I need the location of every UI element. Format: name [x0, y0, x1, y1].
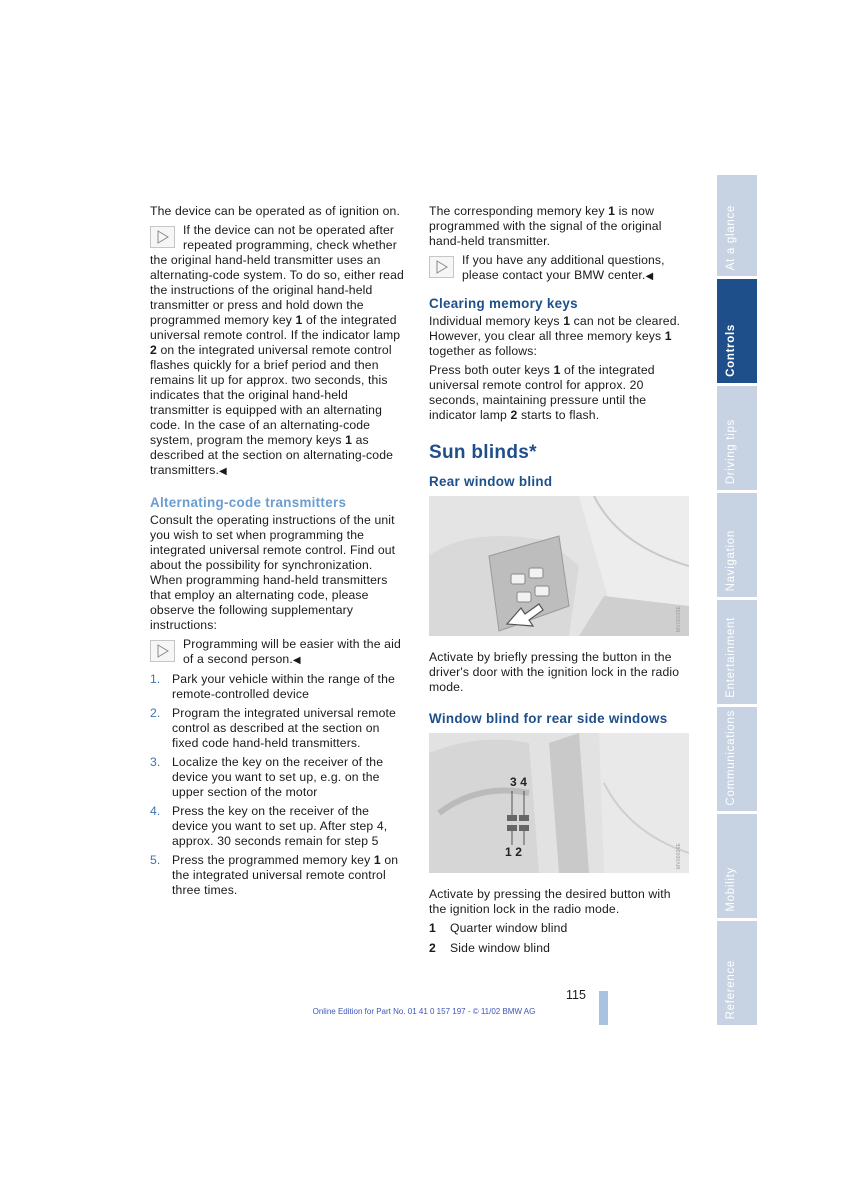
note-triangle-icon [150, 226, 175, 248]
tab-driving-tips[interactable] [717, 386, 757, 490]
tab-label: Controls [725, 324, 737, 377]
heading-rear-window-blind: Rear window blind [429, 474, 553, 489]
end-mark-icon: ◀ [645, 271, 654, 282]
step-text: Press the key on the receiver of the device you want to set up. After step 4, approx. 30 seconds remain for step 5 [172, 804, 388, 848]
tab-communications[interactable] [717, 707, 757, 811]
tab-label: Communications [725, 709, 737, 805]
key-number: 1 [553, 363, 561, 377]
callout-label-top: 3 4 [510, 775, 528, 789]
key-number: 2 [150, 343, 157, 357]
note-text: If you have any additional questions, please contact your BMW center. [462, 253, 665, 282]
tab-label: Entertainment [725, 617, 737, 698]
item-number: 2 [429, 941, 436, 955]
key-number: 1 [373, 853, 381, 867]
list-item [150, 755, 408, 800]
note-text: Programming will be easier with the aid of a second person. [183, 637, 401, 666]
key-number: 1 [608, 204, 616, 218]
step-number: 4. [150, 804, 161, 818]
end-mark-icon: ◀ [219, 466, 227, 477]
note-box [429, 253, 691, 284]
paragraph [429, 314, 691, 359]
tab-controls[interactable] [717, 279, 757, 383]
section-tabs [717, 175, 757, 1025]
heading-sun-blinds: Sun blinds* [429, 442, 537, 463]
tab-label: Driving tips [725, 418, 737, 484]
paragraph: Activate by briefly pressing the button in the driver's door with the ignition lock in the radio mode. [429, 650, 680, 694]
paragraph: When programming hand-held transmitters that employ an alternating code, please observe the following supplementary instructions: [150, 573, 388, 632]
note-triangle-icon [150, 640, 175, 662]
list-item [150, 853, 408, 898]
step-number: 5. [150, 853, 161, 867]
page-number: 115 [566, 988, 586, 1002]
step-text: Press the programmed memory key [172, 853, 374, 867]
left-column [150, 204, 408, 902]
tab-label: At a glance [725, 204, 737, 270]
heading-window-blind-rear-side: Window blind for rear side windows [429, 711, 668, 726]
text: together as follows: [429, 344, 538, 358]
door-switch-illustration [429, 496, 689, 636]
note-text: as described at the section on alternating-code transmitters. [150, 433, 394, 477]
note-text: If the device can not be operated after repeated programming, check whether the original hand-held transmitter uses an alternating-code system. To do so, either read the instructions of the original hand-held transmitter or press and hold down the programmed memory key [150, 223, 404, 327]
list-item [429, 941, 691, 956]
key-number: 1 [345, 433, 353, 447]
right-column [429, 204, 691, 961]
step-text: Localize the key on the receiver of the device you want to set up, e.g. on the upper section of the motor [172, 755, 384, 799]
step-text: on the integrated universal remote control three times. [172, 853, 399, 897]
heading-clearing-memory-keys: Clearing memory keys [429, 296, 578, 311]
step-number: 1. [150, 672, 161, 686]
text: can not be cleared. However, you clear all three memory keys [429, 314, 681, 343]
text: starts to flash. [517, 408, 600, 422]
tab-entertainment[interactable] [717, 600, 757, 704]
step-number: 2. [150, 706, 161, 720]
step-text: Program the integrated universal remote control as described at the section on fixed code hand-held transmitters. [172, 706, 396, 750]
text: Individual memory keys [429, 314, 564, 328]
figure-code: MV00035E [676, 606, 682, 632]
text: The corresponding memory key [429, 204, 609, 218]
note-text: on the integrated universal remote control flashes quickly for a brief period and then remains lit up for approx. two seconds, this indicates that the original hand-held transmitter is equipped with an alternating code. In the case of an alternating-code system, program the memory keys [150, 343, 392, 447]
steps-list [150, 672, 408, 898]
item-text: Quarter window blind [450, 921, 568, 935]
paragraph: Activate by pressing the desired button with the ignition lock in the radio mode. [429, 887, 671, 916]
step-number: 3. [150, 755, 161, 769]
key-number: 2 [510, 408, 518, 422]
paragraph: The device can be operated as of ignition on. [150, 204, 400, 218]
paragraph [429, 363, 691, 423]
tab-mobility[interactable] [717, 814, 757, 918]
list-item [150, 706, 408, 751]
key-number: 1 [295, 313, 303, 327]
list-item [150, 804, 408, 849]
item-text: Side window blind [450, 941, 551, 955]
note-box [150, 223, 408, 479]
blind-list [429, 921, 691, 956]
step-text: Park your vehicle within the range of the remote-controlled device [172, 672, 395, 701]
key-number: 1 [664, 329, 672, 343]
rear-window-blind-image [429, 496, 689, 636]
end-mark-icon: ◀ [292, 655, 301, 666]
door-switch-illustration [429, 733, 689, 873]
tab-at-a-glance[interactable] [717, 175, 757, 276]
note-text: of the integrated universal remote control. If the indicator lamp [150, 313, 401, 342]
key-number: 1 [563, 314, 571, 328]
text: of the integrated universal remote control for approx. 20 seconds, maintaining pressure until the indicator lamp [429, 363, 655, 422]
tab-label: Navigation [725, 529, 737, 591]
paragraph [429, 204, 691, 249]
heading-alternating-code: Alternating-code transmitters [150, 495, 347, 510]
tab-label: Reference [725, 959, 737, 1019]
tab-navigation[interactable] [717, 493, 757, 597]
item-number: 1 [429, 921, 436, 935]
text: is now programmed with the signal of the original hand-held transmitter. [429, 204, 662, 248]
footer-edition-note: Online Edition for Part No. 01 41 0 157 197 - © 11/02 BMW AG [312, 1007, 536, 1016]
note-box [150, 637, 408, 668]
note-triangle-icon [429, 256, 454, 278]
list-item [150, 672, 408, 702]
tab-label: Mobility [725, 867, 737, 912]
callout-label-bottom: 1 2 [505, 845, 523, 859]
list-item [429, 921, 691, 936]
text: Press both outer keys [429, 363, 554, 377]
paragraph: Consult the operating instructions of the unit you wish to set when programming the integrated universal remote control. Find out about the possibility for synchronization. [150, 513, 396, 572]
figure-code: MV00036E [676, 843, 682, 869]
rear-side-window-blind-image [429, 733, 689, 873]
